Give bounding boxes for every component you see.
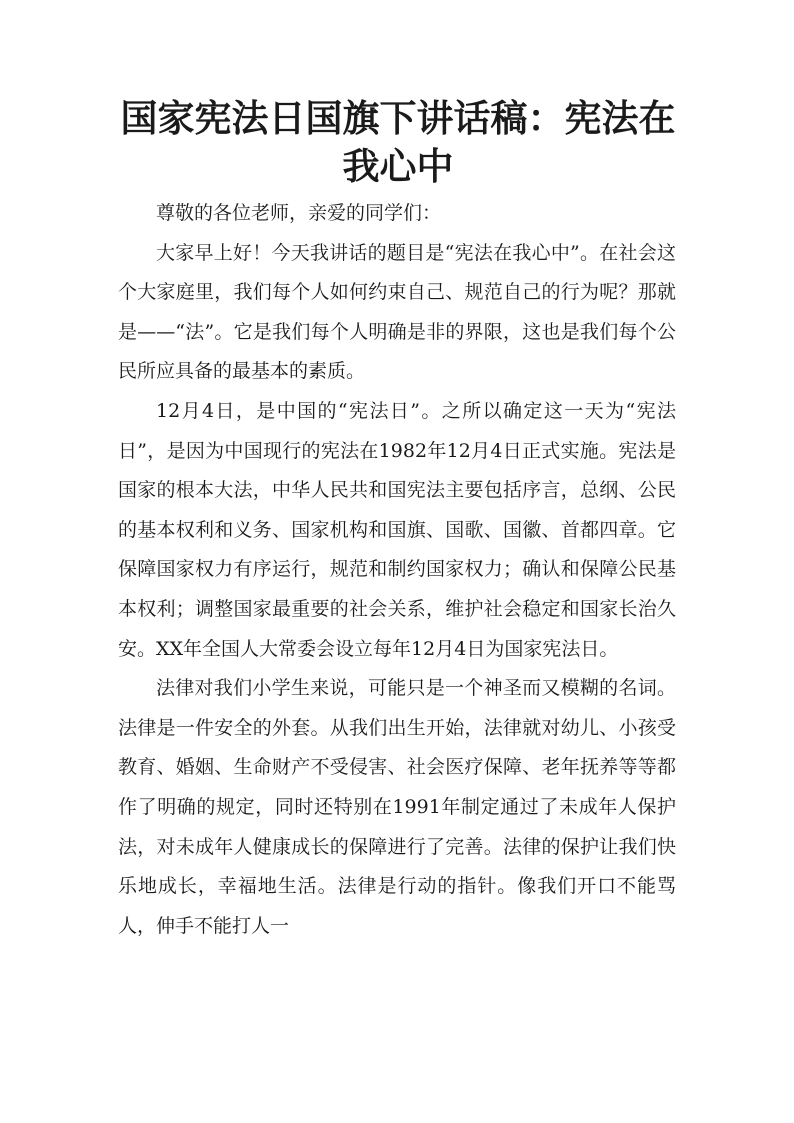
document-body (118, 194, 676, 946)
paragraph-intro: 大家早上好！今天我讲话的题目是“宪法在我心中”。在社会这个大家庭里，我们每个人如何约束自己、规范自己的行为呢？那就是——“法”。它是我们每个人明确是非的界限，这也是我们每个公民所应具备的最基本的素质。 (118, 241, 676, 383)
paragraph-greeting: 尊敬的各位老师，亲爱的同学们： (156, 202, 442, 224)
document-title: 国家宪法日国旗下讲话稿：宪法在我心中 (120, 96, 676, 188)
paragraph-constitution-day: 12月4日，是中国的“宪法日”。之所以确定这一天为“宪法日”，是因为中国现行的宪法在1982年12月4日正式实施。宪法是国家的根本大法，中华人民共和国宪法主要包括序言，总纲、公民的基本权利和义务、国家机构和国旗、国歌、国徽、首都四章。它保障国家权力有序运行，规范和制约国家权力；确认和保障公民基本权利；调整国家最重要的社会关系，维护社会稳定和国家长治久安。XX年全国人大常委会设立每年12月4日为国家宪法日。 (118, 399, 676, 660)
paragraph-law-students: 法律对我们小学生来说，可能只是一个神圣而又模糊的名词。法律是一件安全的外套。从我们出生开始，法律就对幼儿、小孩受教育、婚姻、生命财产不受侵害、社会医疗保障、老年抚养等等都作了明确的规定，同时还特别在1991年制定通过了未成年人保护法，对未成年人健康成长的保障进行了完善。法律的保护让我们快乐地成长，幸福地生活。法律是行动的指针。像我们开口不能骂人，伸手不能打人一 (118, 677, 676, 937)
